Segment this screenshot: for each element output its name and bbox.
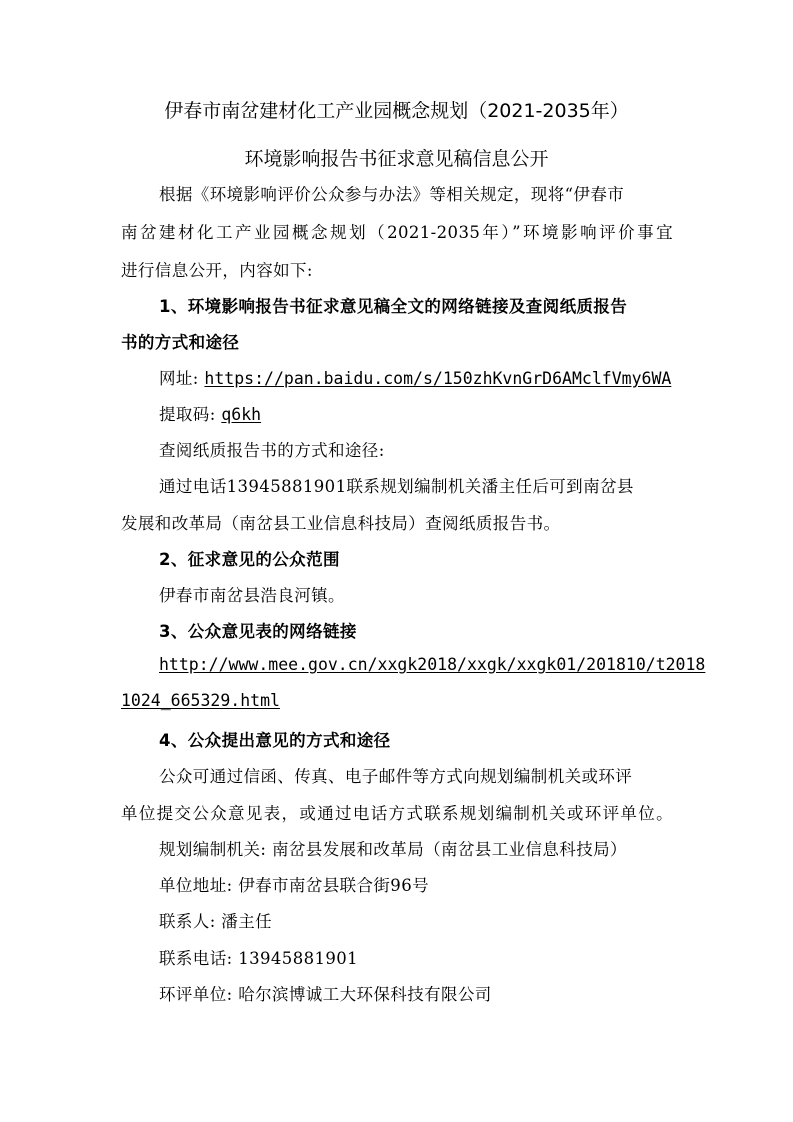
document-title-line1: 伊春市南岔建材化工产业园概念规划（2021-2035年） xyxy=(164,100,629,122)
section4-heading: 4、公众提出意见的方式和途径 xyxy=(159,731,391,750)
paper-report-line2: 发展和改革局（南岔县工业信息科技局）查阅纸质报告书。 xyxy=(121,514,561,533)
extraction-code-row xyxy=(159,401,261,425)
intro-line1: 根据《环境影响评价公众参与办法》等相关规定，现将“伊春市 xyxy=(159,185,625,204)
opinion-form-link-line1[interactable]: http://www.mee.gov.cn/xxgk2018/xxgk/xxgk01/201810/t2018 xyxy=(159,655,706,674)
section1-heading-line2: 书的方式和途径 xyxy=(121,333,240,352)
code-label: 提取码: xyxy=(159,405,216,424)
contact-phone: 联系电话: 13945881901 xyxy=(159,949,359,968)
download-link[interactable]: https://pan.baidu.com/s/150zhKvnGrD6AMclfVmy6WA xyxy=(204,369,672,388)
opinion-form-link-line2[interactable]: 1024_665329.html xyxy=(121,691,280,710)
paper-report-line1: 通过电话13945881901联系规划编制机关潘主任后可到南岔县 xyxy=(159,477,634,496)
download-url-row xyxy=(159,365,671,389)
agency-address: 单位地址: 伊春市南岔县联合街96号 xyxy=(159,876,429,895)
section1-heading-line1: 1、环境影响报告书征求意见稿全文的网络链接及查阅纸质报告 xyxy=(159,297,628,316)
section2-heading: 2、征求意见的公众范围 xyxy=(159,550,340,569)
planning-agency: 规划编制机关: 南岔县发展和改革局（南岔县工业信息科技局） xyxy=(159,840,627,859)
url-label: 网址: xyxy=(159,369,199,388)
eia-unit: 环评单位: 哈尔滨博诚工大环保科技有限公司 xyxy=(159,985,492,1004)
paper-report-label: 查阅纸质报告书的方式和途径: xyxy=(159,441,385,460)
submission-text-line1: 公众可通过信函、传真、电子邮件等方式向规划编制机关或环评 xyxy=(159,767,633,786)
section3-heading: 3、公众意见表的网络链接 xyxy=(159,622,357,641)
extraction-code[interactable]: q6kh xyxy=(221,405,262,424)
document-title-line2: 环境影响报告书征求意见稿信息公开 xyxy=(244,148,549,170)
intro-line2: 南岔建材化工产业园概念规划（2021-2035年）”环境影响评价事宜 xyxy=(121,223,673,242)
contact-person: 联系人: 潘主任 xyxy=(159,912,273,931)
public-scope-text: 伊春市南岔县浩良河镇。 xyxy=(159,586,345,605)
submission-text-line2: 单位提交公众意见表，或通过电话方式联系规划编制机关或环评单位。 xyxy=(121,804,673,823)
intro-line3: 进行信息公开，内容如下: xyxy=(121,261,313,280)
